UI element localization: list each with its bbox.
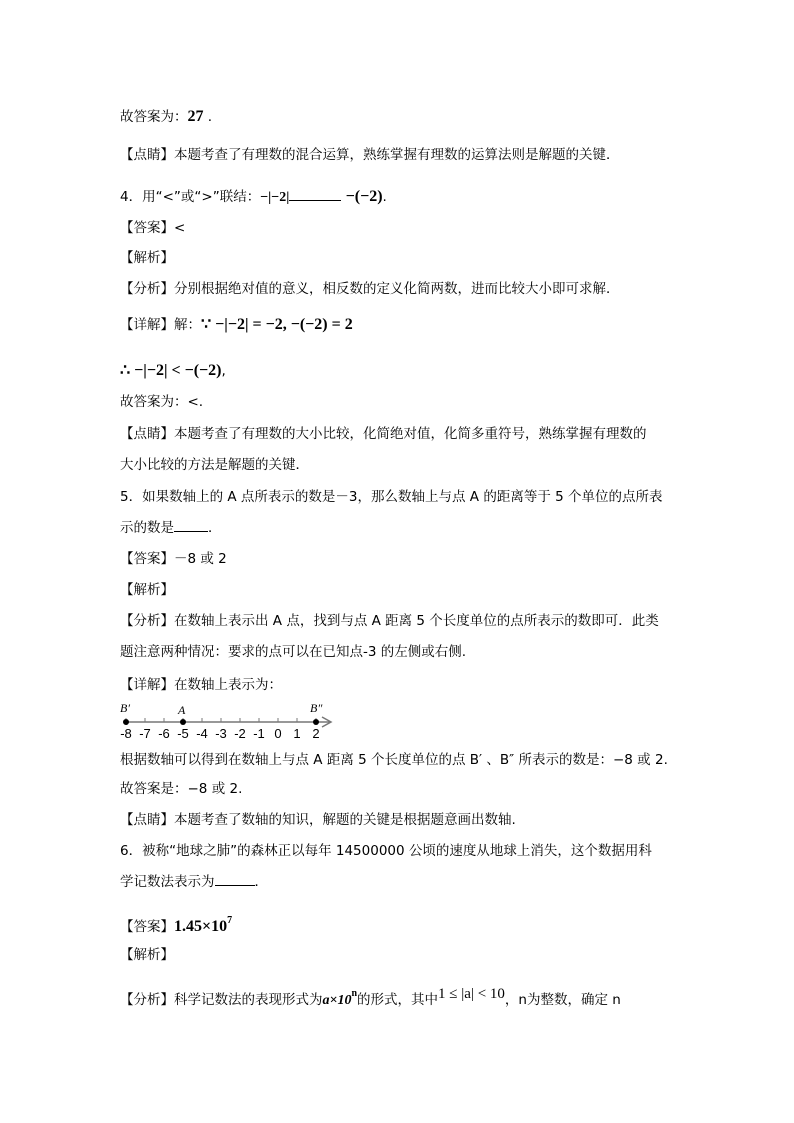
- text: 【分析】科学记数法的表现形式为: [120, 992, 323, 1008]
- analysis-6: [120, 985, 621, 1010]
- tick-label: 1: [293, 726, 301, 741]
- question-5b: 示的数是 ．: [120, 520, 222, 536]
- label-b-prime: B′: [120, 701, 130, 715]
- detail-4-conclusion: ∴ −|−2| < −(−2),: [120, 362, 226, 379]
- tick-label: 2: [312, 726, 320, 741]
- text: 故答案为：: [120, 109, 188, 125]
- question-5a: 5．如果数轴上的 A 点所表示的数是－3，那么数轴上与点 A 的距离等于 5 个单位的点所表: [120, 489, 663, 505]
- answer-6: [120, 912, 232, 936]
- label-a: A: [178, 703, 186, 717]
- comment-4b: 大小比较的方法是解题的关键．: [120, 457, 309, 473]
- answer-blank: [174, 519, 208, 532]
- tick-label: -3: [215, 726, 227, 741]
- detail-5-result: 根据数轴可以得到在数轴上与点 A 距离 5 个长度单位的点 B′ 、B″ 所表示的数是：−8 或 2.: [120, 752, 668, 768]
- text: 【详解】解：: [120, 317, 201, 333]
- tick-label: -5: [177, 726, 189, 741]
- exponent: n: [351, 988, 358, 999]
- tick-label: -4: [196, 726, 208, 741]
- comment-5: 【点睛】本题考查了数轴的知识，解题的关键是根据题意画出数轴.: [120, 812, 516, 828]
- analysis-heading: 【解析】: [120, 582, 174, 598]
- point-b-double-prime: [313, 719, 319, 725]
- formula: 1 ≤ |a| < 10: [438, 986, 505, 1002]
- formula: −(−2): [345, 188, 383, 205]
- answer-line: 故答案为：27 .: [120, 108, 213, 125]
- text: ，n为整数，确定 n: [504, 992, 621, 1008]
- text: 【答案】: [120, 919, 174, 935]
- analysis-4: 【分析】分别根据绝对值的意义，相反数的定义化简两数，进而比较大小即可求解．: [120, 281, 620, 297]
- formula: a×10: [322, 993, 352, 1008]
- answer-line-4: 故答案为：<.: [120, 394, 204, 410]
- tick-label: -8: [120, 726, 132, 741]
- tick-label: -2: [234, 726, 246, 741]
- comment-line: 【点睛】本题考查了有理数的混合运算，熟练掌握有理数的运算法则是解题的关键．: [120, 147, 620, 163]
- label-b-double-prime: B″: [310, 701, 323, 715]
- tick-label: -1: [253, 726, 265, 741]
- exponent: 7: [227, 915, 233, 926]
- detail-4: [120, 316, 353, 334]
- text: 4．用“<”或“>”联结：: [120, 189, 261, 205]
- formula: 27: [187, 108, 204, 125]
- formula: ∵ −|−2| = −2, −(−2) = 2: [201, 316, 353, 333]
- tick-label: 0: [274, 726, 282, 741]
- tick-label: -7: [139, 726, 151, 741]
- answer-line-5: 故答案是：−8 或 2.: [120, 781, 243, 797]
- tick-label: -6: [158, 726, 170, 741]
- text: 的形式，其中: [357, 992, 439, 1008]
- number-line: [116, 698, 346, 743]
- detail-5: 【详解】在数轴上表示为：: [120, 677, 282, 693]
- formula: −|−2|: [260, 190, 290, 205]
- question-4: 4．用“<”或“>”联结：−|−2| −(−2).: [120, 188, 387, 205]
- analysis-5a: 【分析】在数轴上表示出 A 点，找到与点 A 距离 5 个长度单位的点所表示的数即可．此类: [120, 613, 659, 629]
- point-b-prime: [123, 719, 129, 725]
- question-6b: 学记数法表示为 ．: [120, 874, 268, 890]
- analysis-heading: 【解析】: [120, 250, 174, 266]
- answer-4: 【答案】<: [120, 220, 186, 236]
- question-6a: 6．被称“地球之肺”的森林正以每年 14500000 公顷的速度从地球上消失，这个数据用科: [120, 843, 652, 859]
- point-a: [180, 719, 186, 725]
- answer-5: 【答案】－8 或 2: [120, 551, 227, 567]
- answer-blank: [215, 873, 255, 886]
- text: 示的数是: [120, 520, 174, 536]
- text: 学记数法表示为: [120, 874, 215, 890]
- analysis-heading: 【解析】: [120, 947, 174, 963]
- comment-4a: 【点睛】本题考查了有理数的大小比较，化简绝对值，化简多重符号，熟练掌握有理数的: [120, 426, 647, 442]
- answer-blank: [289, 188, 341, 201]
- analysis-5b: 题注意两种情况：要求的点可以在已知点-3 的左侧或右侧.: [120, 644, 467, 660]
- formula: 1.45×10: [174, 918, 228, 935]
- formula: ∴ −|−2| < −(−2): [120, 362, 222, 379]
